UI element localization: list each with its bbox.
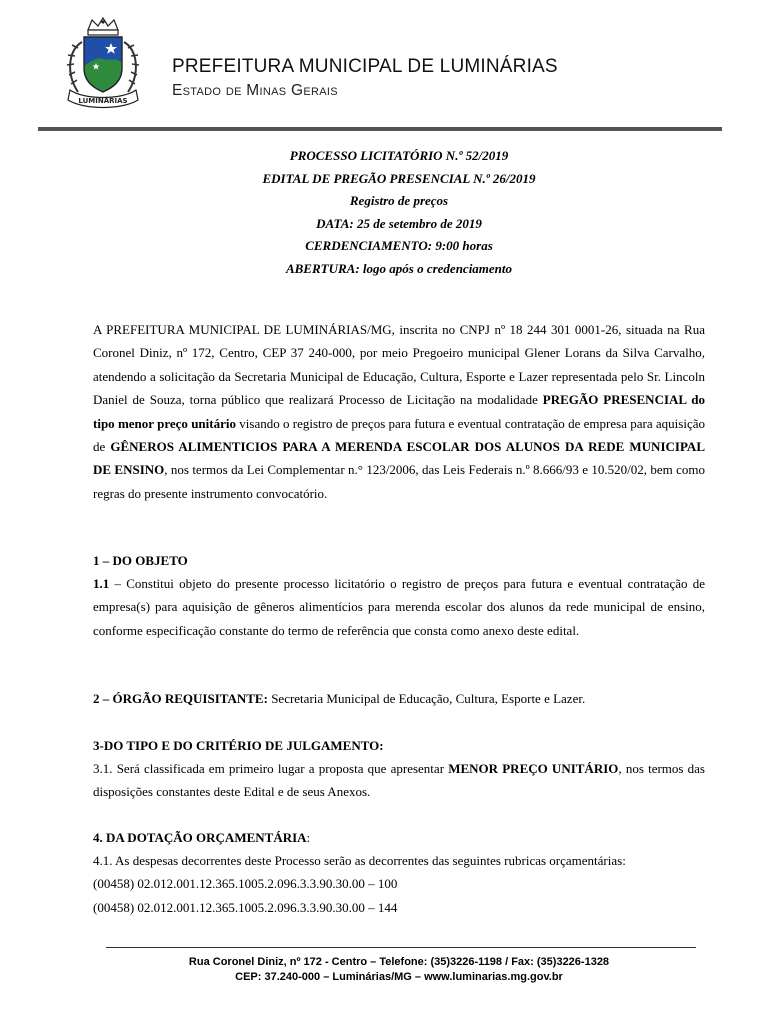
footer-website: CEP: 37.240-000 – Luminárias/MG – www.luminarias.mg.gov.br: [235, 971, 563, 983]
section3-heading: 3-DO TIPO E DO CRITÉRIO DE JULGAMENTO:: [93, 738, 384, 753]
intro-bold-object: GÊNEROS ALIMENTICIOS PARA A MERENDA ESCOLAR DOS ALUNOS DA REDE MUNICIPAL DE ENSINO: [93, 439, 705, 478]
coat-of-arms-logo: [62, 16, 144, 112]
header-divider: [38, 127, 722, 131]
section1-heading: 1 – DO OBJETO: [93, 553, 188, 568]
section2-heading: 2 – ÓRGÃO REQUISITANTE:: [93, 691, 268, 706]
intro-text-3: , nos termos da Lei Complementar n.° 123/2006, das Leis Federais n.º 8.666/93 e 10.520/02, bem como regras do presente instrumento convocatório.: [93, 462, 705, 501]
section3-bold: MENOR PREÇO UNITÁRIO: [448, 761, 619, 776]
section4-heading: 4. DA DOTAÇÃO ORÇAMENTÁRIA:: [93, 830, 311, 845]
header-title: PREFEITURA MUNICIPAL DE LUMINÁRIAS: [172, 56, 558, 77]
edital-number: EDITAL DE PREGÃO PRESENCIAL N.º 26/2019: [262, 170, 536, 186]
intro-text-2: visando o registro de preços para futura e eventual contratação de empresa para aquisição de: [93, 415, 705, 455]
accreditation-line: CERDENCIAMENTO: 9:00 horas: [305, 238, 493, 253]
title-block: [0, 145, 770, 280]
svg-text:LUMINÁRIAS: LUMINÁRIAS: [78, 97, 128, 105]
budget-intro-line: 4.1. As despesas decorrentes deste Processo serão as decorrentes das seguintes rubricas orçamentárias:: [93, 853, 626, 868]
section2-paragraph: [93, 687, 705, 710]
section4-list: [93, 849, 705, 919]
header-subtitle: Estado de Minas Gerais: [172, 82, 338, 99]
footer-divider: [106, 947, 696, 948]
section1-text: – Constitui objeto do presente processo licitatório o registro de preços para futura e eventual contratação de empresa(s) para aquisição de gêneros alimentícios para merenda escolar dos alunos da rede municipal de ensino, conforme especificação constante do termo de referência que consta como anexo deste edital.: [93, 576, 705, 638]
opening-line: ABERTURA: logo após o credenciamento: [285, 260, 513, 276]
section3-paragraph: [93, 757, 705, 804]
section2-text: Secretaria Municipal de Educação, Cultura, Esporte e Lazer.: [267, 691, 586, 706]
section1-item-number: 1.1: [93, 576, 110, 591]
intro-text-1: A PREFEITURA MUNICIPAL DE LUMINÁRIAS/MG, inscrita no CNPJ nº 18 244 301 0001-26, situada na Rua Coronel Diniz, nº 172, Centro, CEP 37 240-000, por meio Pregoeiro municipal Glener Lorans da Silva Carvalho, atendendo a solicitação da Secretaria Municipal de Educação, Cultura, Esporte e Lazer representada pelo Sr. Lincoln Daniel de Souza, torna público que realizará Processo de Licitação na modalidade: [93, 322, 705, 408]
section3-text-2: , nos termos das disposições constantes deste Edital e de seus Anexos.: [93, 761, 705, 800]
intro-bold-modality: PREGÃO PRESENCIAL do tipo menor preço unitário: [93, 392, 705, 431]
footer-address: Rua Coronel Diniz, nº 172 - Centro – Telefone: (35)3226-1198 / Fax: (35)3226-1328: [188, 956, 610, 968]
registration-type: Registro de preços: [349, 193, 449, 208]
section1-paragraph: [93, 572, 705, 642]
budget-line-100: (00458) 02.012.001.12.365.1005.2.096.3.3.90.30.00 – 100: [93, 876, 398, 892]
budget-line-144: (00458) 02.012.001.12.365.1005.2.096.3.3.90.30.00 – 144: [93, 899, 398, 915]
process-number: PROCESSO LICITATÓRIO N.º 52/2019: [289, 148, 509, 163]
intro-paragraph: [93, 318, 705, 505]
section3-text-1: 3.1. Será classificada em primeiro lugar a proposta que apresentar: [93, 761, 449, 776]
date-line: DATA: 25 de setembro de 2019: [316, 215, 482, 231]
